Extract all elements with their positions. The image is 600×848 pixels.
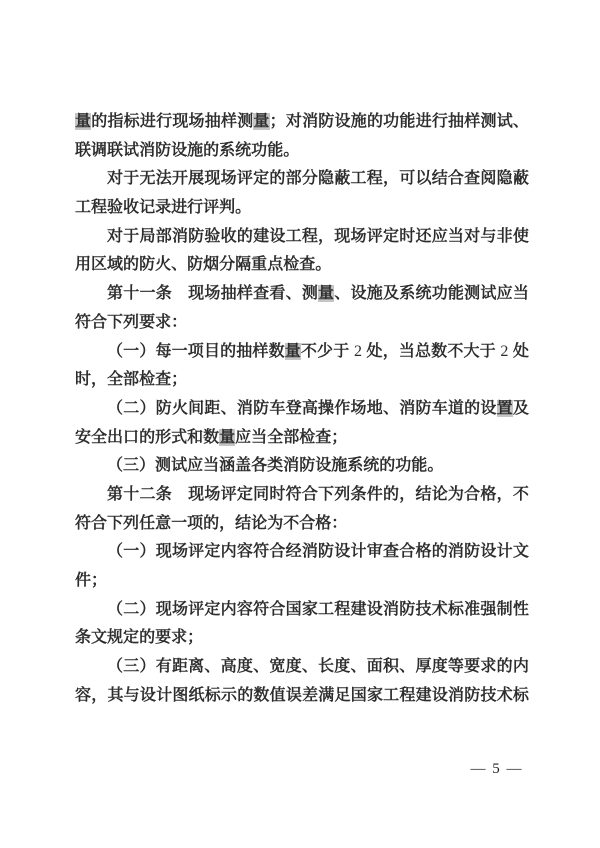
text-line: 符合下列任意一项的，结论为不合格： (75, 514, 348, 532)
text-line: 第十二条 现场评定同时符合下列条件的，结论为合格，不 (107, 485, 529, 503)
text-line: （二）防火间距、消防车登高操作场地、消防车道的设置及 (107, 399, 529, 417)
text-line: 用区域的防火、防烟分隔重点检查。 (75, 256, 332, 274)
highlighted-char: 量 (284, 342, 301, 360)
document-body (75, 108, 529, 710)
text-line: 对于无法开展现场评定的部分隐蔽工程，可以结合查阅隐蔽 (107, 170, 529, 188)
page-number: — 5 — (470, 761, 523, 777)
text-line: 符合下列要求： (75, 313, 188, 331)
text-line: 容，其与设计图纸标示的数值误差满足国家工程建设消防技术标 (75, 686, 529, 704)
highlighted-char: 量 (318, 285, 335, 303)
text-line: 对于局部消防验收的建设工程，现场评定时还应当对与非使 (107, 227, 529, 245)
text-line: 联调联试消防设施的系统功能。 (75, 141, 300, 159)
text-line: 量的指标进行现场抽样测量；对消防设施的功能进行抽样测试、 (75, 113, 529, 130)
highlighted-char: 置 (496, 399, 513, 417)
text-line: 时，全部检查； (75, 371, 188, 389)
text-line: （一）每一项目的抽样数量不少于 2 处，当总数不大于 2 处 (107, 342, 529, 360)
text-line: （三）测试应当涵盖各类消防设施系统的功能。 (107, 457, 444, 475)
text-line: 安全出口的形式和数量应当全部检查； (75, 428, 348, 446)
text-line: （二）现场评定内容符合国家工程建设消防技术标准强制性 (107, 600, 529, 618)
highlighted-char: 量 (75, 113, 92, 130)
highlighted-char: 量 (253, 113, 270, 130)
text-line: （三）有距离、高度、宽度、长度、面积、厚度等要求的内 (107, 658, 529, 676)
digit-text: 2 (353, 342, 362, 360)
text-line: 条文规定的要求； (75, 629, 204, 647)
digit-text: 2 (500, 342, 509, 360)
text-line: 工程验收记录进行评判。 (75, 199, 252, 217)
text-line: 件； (75, 572, 108, 589)
highlighted-char: 量 (219, 428, 236, 446)
text-line: （一）现场评定内容符合经消防设计审查合格的消防设计文 (107, 543, 529, 561)
text-line: 第十一条 现场抽样查看、测量、设施及系统功能测试应当 (107, 285, 529, 303)
